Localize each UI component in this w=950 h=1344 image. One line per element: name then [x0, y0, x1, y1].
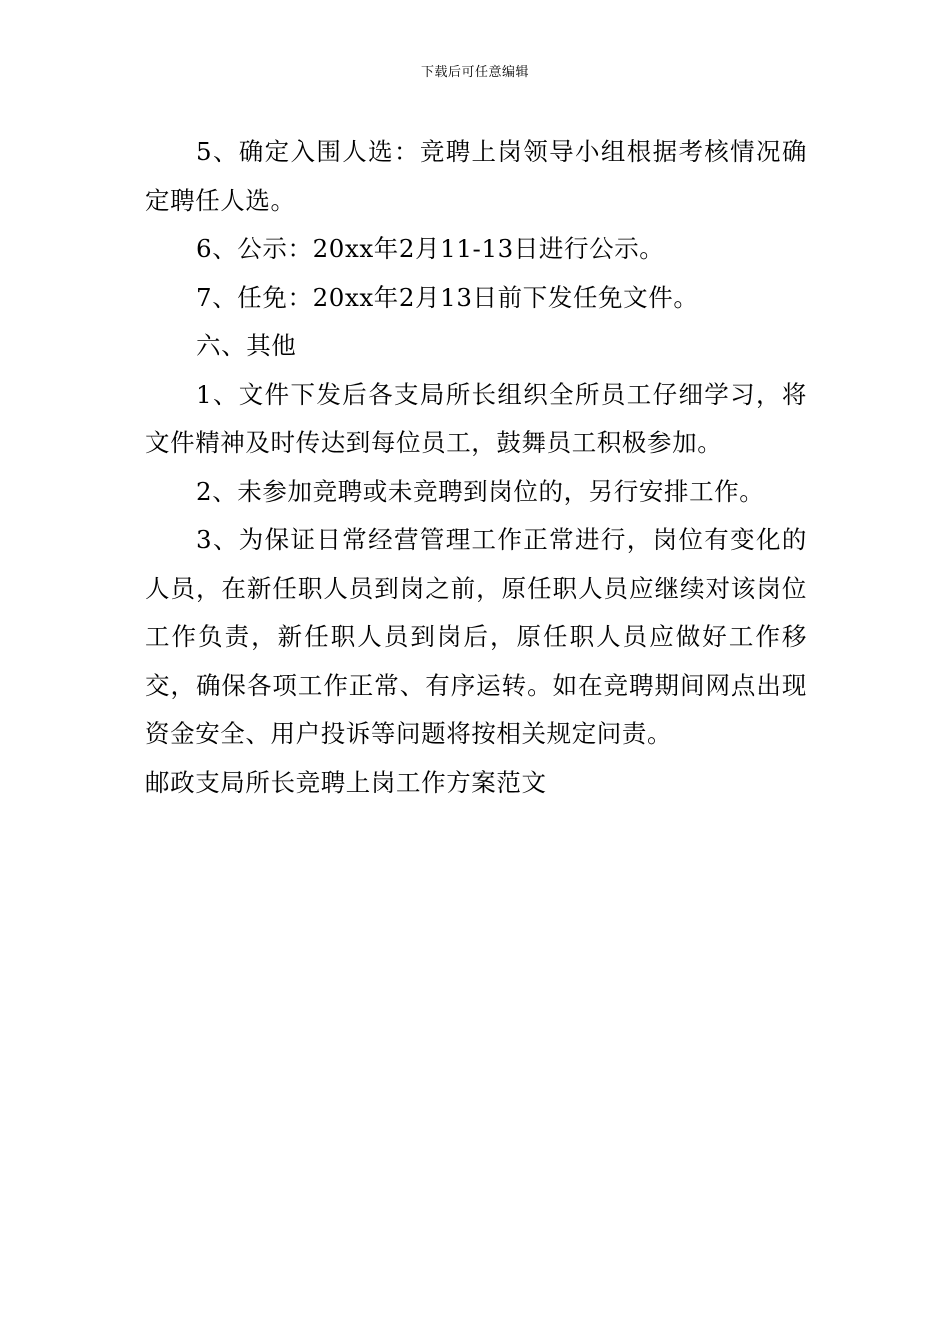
paragraph-confirm-candidates: 5、确定入围人选：竞聘上岗领导小组根据考核情况确定聘任人选。	[145, 137, 807, 215]
document-body	[145, 128, 807, 807]
paragraph-appointment: 7、任免：20xx年2月13日前下发任免文件。	[196, 282, 699, 312]
paragraph-work-handover: 3、为保证日常经营管理工作正常进行，岗位有变化的人员，在新任职人员到岗之前，原任职人员应继续对该岗位工作负责，新任职人员到岗后，原任职人员应做好工作移交，确保各项工作正常、有序运转。如在竞聘期间网点出现资金安全、用户投诉等问题将按相关规定问责。	[145, 525, 807, 748]
paragraph-study-document: 1、文件下发后各支局所长组织全所员工仔细学习，将文件精神及时传达到每位员工，鼓舞员工积极参加。	[145, 379, 807, 457]
paragraph-publicity: 6、公示：20xx年2月11-13日进行公示。	[196, 234, 665, 263]
document-title-footer: 邮政支局所长竞聘上岗工作方案范文	[145, 767, 547, 797]
section-heading-other: 六、其他	[196, 331, 297, 360]
paragraph-other-arrangement: 2、未参加竞聘或未竞聘到岗位的，另行安排工作。	[196, 476, 765, 506]
page-header-note: 下载后可任意编辑	[420, 65, 529, 80]
